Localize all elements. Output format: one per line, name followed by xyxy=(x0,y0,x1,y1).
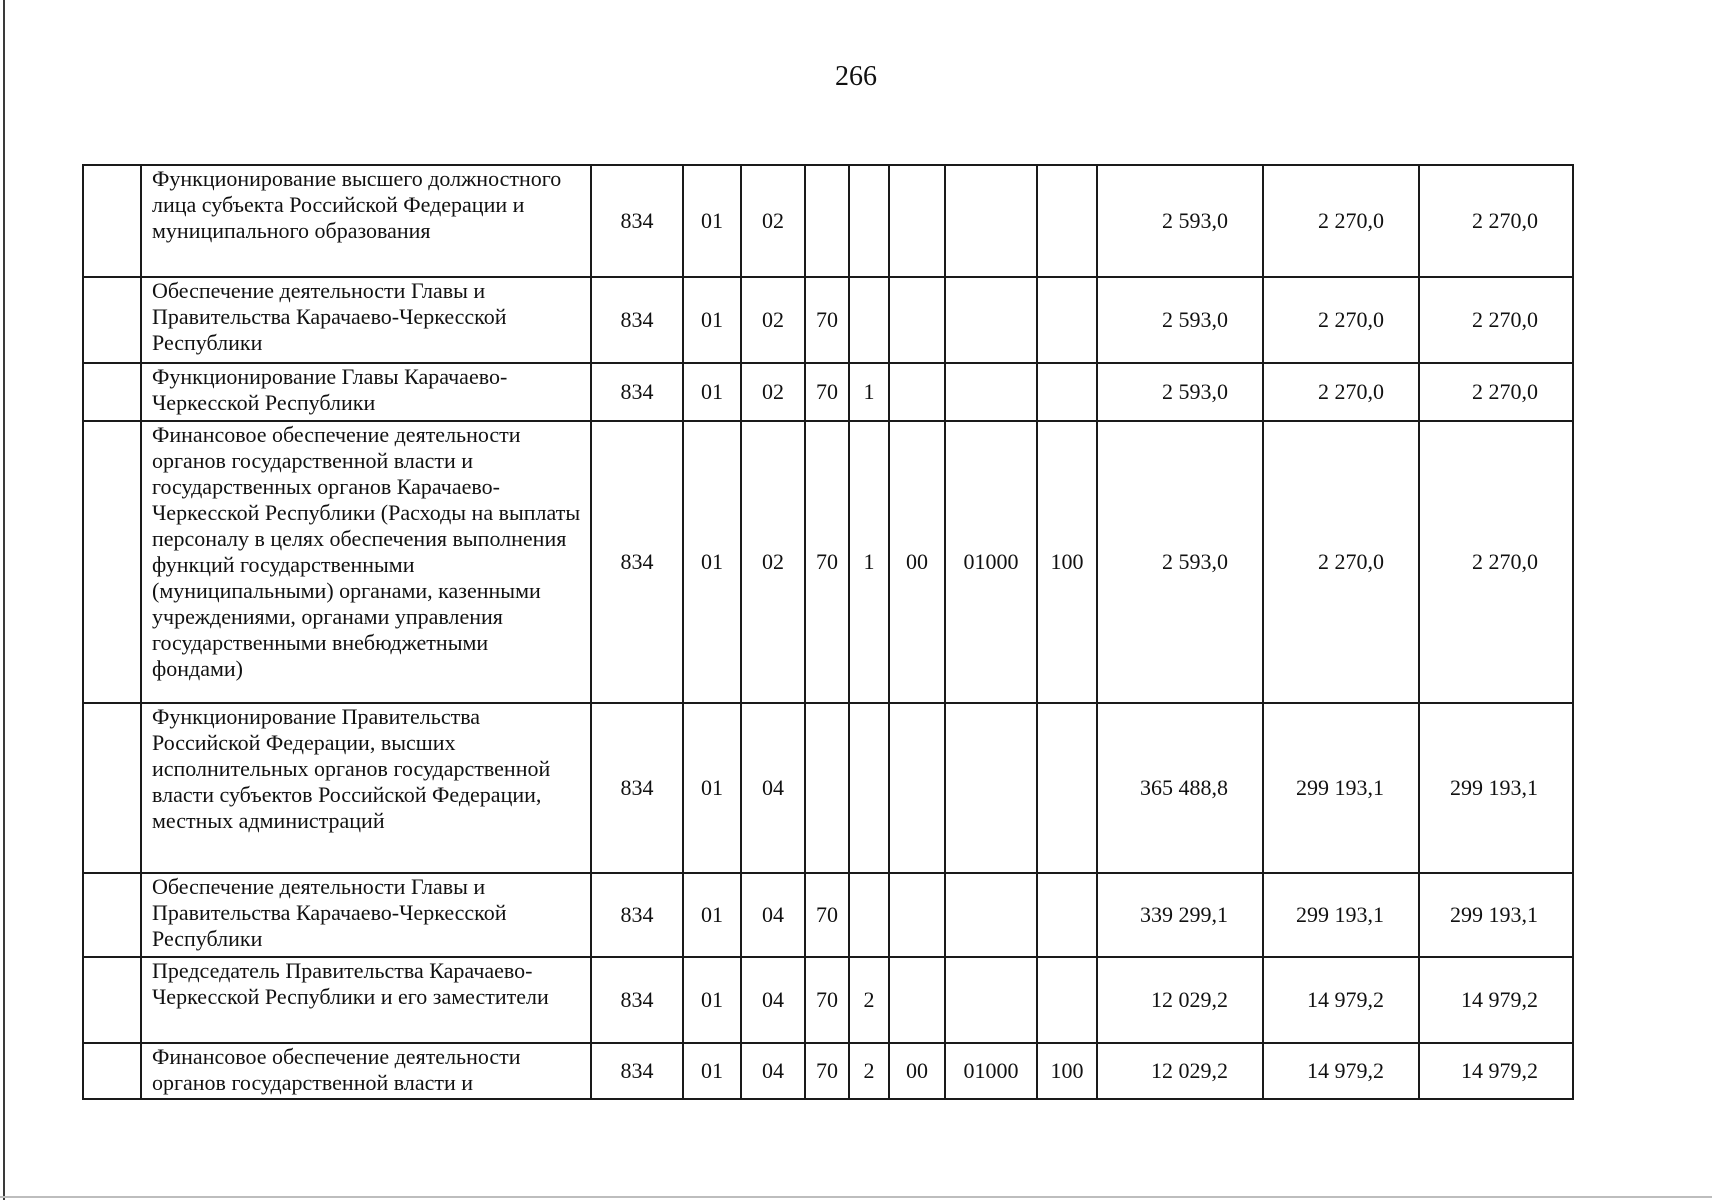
code-rz: 01 xyxy=(683,165,741,277)
code-subprogram: 2 xyxy=(849,1043,889,1099)
row-name: Обеспечение деятельности Главы и Правительства Карачаево-Черкесской Республики xyxy=(141,873,591,957)
code-ved: 834 xyxy=(591,1043,683,1099)
code-expense-type: 100 xyxy=(1037,421,1097,703)
code-subprogram xyxy=(849,703,889,873)
amount-year-3: 2 270,0 xyxy=(1419,421,1573,703)
code-group xyxy=(889,277,945,363)
amount-year-3: 2 270,0 xyxy=(1419,363,1573,421)
code-group xyxy=(889,363,945,421)
code-expense-type xyxy=(1037,957,1097,1043)
row-name: Функционирование высшего должностного лица субъекта Российской Федерации и муниципального образования xyxy=(141,165,591,277)
code-expense-type: 100 xyxy=(1037,1043,1097,1099)
code-pr: 02 xyxy=(741,363,805,421)
code-ved: 834 xyxy=(591,957,683,1043)
row-marker-cell xyxy=(83,873,141,957)
code-rz: 01 xyxy=(683,277,741,363)
code-expense-type xyxy=(1037,873,1097,957)
amount-year-2: 299 193,1 xyxy=(1263,703,1419,873)
amount-year-2: 2 270,0 xyxy=(1263,363,1419,421)
amount-year-3: 2 270,0 xyxy=(1419,165,1573,277)
code-pr: 04 xyxy=(741,1043,805,1099)
code-group xyxy=(889,703,945,873)
code-direction xyxy=(945,277,1037,363)
code-direction xyxy=(945,363,1037,421)
code-subprogram xyxy=(849,277,889,363)
code-subprogram xyxy=(849,165,889,277)
row-name: Обеспечение деятельности Главы и Правительства Карачаево-Черкесской Республики xyxy=(141,277,591,363)
amount-year-1: 2 593,0 xyxy=(1097,421,1263,703)
code-rz: 01 xyxy=(683,363,741,421)
amount-year-2: 2 270,0 xyxy=(1263,421,1419,703)
code-direction: 01000 xyxy=(945,1043,1037,1099)
code-ved: 834 xyxy=(591,421,683,703)
amount-year-2: 299 193,1 xyxy=(1263,873,1419,957)
code-program: 70 xyxy=(805,957,849,1043)
code-subprogram: 2 xyxy=(849,957,889,1043)
code-pr: 04 xyxy=(741,873,805,957)
row-marker-cell xyxy=(83,1043,141,1099)
code-pr: 02 xyxy=(741,277,805,363)
code-expense-type xyxy=(1037,277,1097,363)
table-row xyxy=(83,165,1573,277)
amount-year-3: 2 270,0 xyxy=(1419,277,1573,363)
code-direction xyxy=(945,165,1037,277)
code-direction xyxy=(945,703,1037,873)
code-direction: 01000 xyxy=(945,421,1037,703)
code-ved: 834 xyxy=(591,363,683,421)
code-ved: 834 xyxy=(591,277,683,363)
code-pr: 04 xyxy=(741,957,805,1043)
amount-year-1: 12 029,2 xyxy=(1097,957,1263,1043)
code-pr: 02 xyxy=(741,421,805,703)
code-program xyxy=(805,165,849,277)
amount-year-1: 2 593,0 xyxy=(1097,277,1263,363)
amount-year-3: 299 193,1 xyxy=(1419,703,1573,873)
amount-year-1: 2 593,0 xyxy=(1097,363,1263,421)
row-marker-cell xyxy=(83,165,141,277)
code-pr: 04 xyxy=(741,703,805,873)
table-row xyxy=(83,277,1573,363)
row-marker-cell xyxy=(83,703,141,873)
code-direction xyxy=(945,873,1037,957)
code-rz: 01 xyxy=(683,703,741,873)
code-rz: 01 xyxy=(683,957,741,1043)
code-expense-type xyxy=(1037,363,1097,421)
amount-year-3: 299 193,1 xyxy=(1419,873,1573,957)
row-marker-cell xyxy=(83,421,141,703)
row-name: Финансовое обеспечение деятельности органов государственной власти и xyxy=(141,1043,591,1099)
amount-year-1: 12 029,2 xyxy=(1097,1043,1263,1099)
row-name: Финансовое обеспечение деятельности органов государственной власти и государственных органов Карачаево-Черкесской Республики (Расходы на выплаты персоналу в целях обеспечения выполнения функций государственными (муниципальными) органами, казенными учреждениями, органами управления государственными внебюджетными фондами) xyxy=(141,421,591,703)
code-program: 70 xyxy=(805,277,849,363)
amount-year-2: 2 270,0 xyxy=(1263,165,1419,277)
table-row xyxy=(83,957,1573,1043)
amount-year-2: 14 979,2 xyxy=(1263,957,1419,1043)
budget-table xyxy=(82,164,1574,1100)
code-ved: 834 xyxy=(591,873,683,957)
code-expense-type xyxy=(1037,703,1097,873)
code-group xyxy=(889,873,945,957)
code-subprogram: 1 xyxy=(849,421,889,703)
code-rz: 01 xyxy=(683,1043,741,1099)
code-rz: 01 xyxy=(683,421,741,703)
scan-edge-left xyxy=(3,0,5,1200)
amount-year-2: 14 979,2 xyxy=(1263,1043,1419,1099)
code-group xyxy=(889,165,945,277)
table-row xyxy=(83,703,1573,873)
code-group: 00 xyxy=(889,421,945,703)
code-expense-type xyxy=(1037,165,1097,277)
code-ved: 834 xyxy=(591,165,683,277)
code-subprogram: 1 xyxy=(849,363,889,421)
table-row xyxy=(83,363,1573,421)
scan-edge-bottom xyxy=(0,1196,1712,1198)
code-subprogram xyxy=(849,873,889,957)
code-program: 70 xyxy=(805,421,849,703)
code-pr: 02 xyxy=(741,165,805,277)
amount-year-1: 365 488,8 xyxy=(1097,703,1263,873)
amount-year-2: 2 270,0 xyxy=(1263,277,1419,363)
code-group xyxy=(889,957,945,1043)
table-row xyxy=(83,873,1573,957)
code-group: 00 xyxy=(889,1043,945,1099)
page-number: 266 xyxy=(835,61,877,92)
code-program: 70 xyxy=(805,363,849,421)
row-marker-cell xyxy=(83,957,141,1043)
amount-year-1: 2 593,0 xyxy=(1097,165,1263,277)
row-name: Председатель Правительства Карачаево-Черкесской Республики и его заместители xyxy=(141,957,591,1043)
amount-year-3: 14 979,2 xyxy=(1419,957,1573,1043)
code-rz: 01 xyxy=(683,873,741,957)
amount-year-3: 14 979,2 xyxy=(1419,1043,1573,1099)
code-ved: 834 xyxy=(591,703,683,873)
row-name: Функционирование Правительства Российской Федерации, высших исполнительных органов государственной власти субъектов Российской Федерации, местных администраций xyxy=(141,703,591,873)
row-marker-cell xyxy=(83,277,141,363)
code-program: 70 xyxy=(805,873,849,957)
amount-year-1: 339 299,1 xyxy=(1097,873,1263,957)
row-name: Функционирование Главы Карачаево-Черкесской Республики xyxy=(141,363,591,421)
table-row xyxy=(83,421,1573,703)
code-direction xyxy=(945,957,1037,1043)
table-row xyxy=(83,1043,1573,1099)
code-program: 70 xyxy=(805,1043,849,1099)
code-program xyxy=(805,703,849,873)
row-marker-cell xyxy=(83,363,141,421)
